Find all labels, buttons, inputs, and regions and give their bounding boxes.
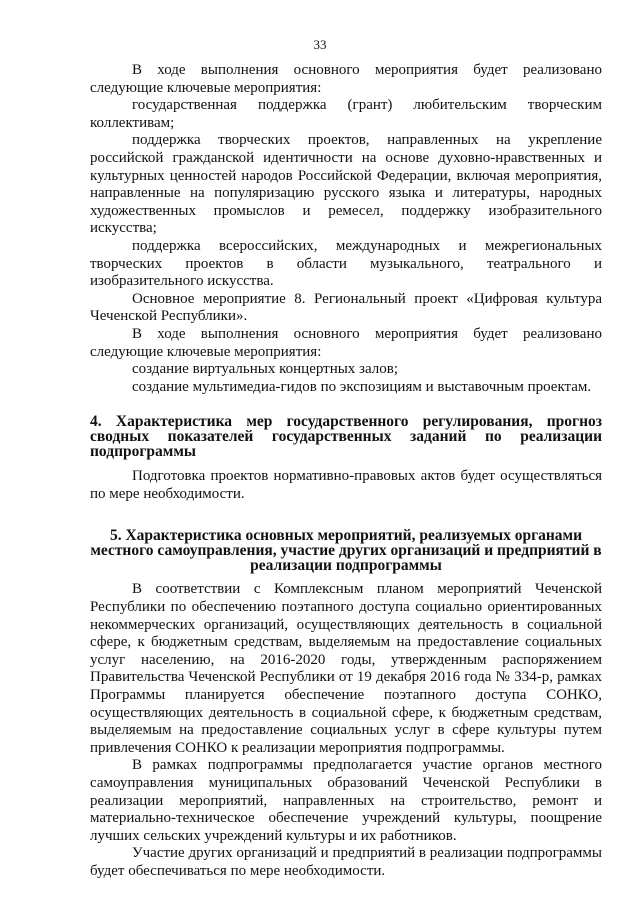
- paragraph: поддержка всероссийских, международных и межрегиональных творческих проектов в области музыкального, театрального и изобразительного искусства.: [90, 237, 602, 290]
- paragraph: В ходе выполнения основного мероприятия будет реализовано следующие ключевые мероприятия:: [90, 325, 602, 360]
- paragraph: создание виртуальных концертных залов;: [132, 361, 399, 378]
- paragraph: Основное мероприятие 8. Региональный проект «Цифровая культура Чеченской Республики».: [90, 290, 602, 325]
- paragraph: В ходе выполнения основного мероприятия будет реализовано следующие ключевые мероприятия:: [90, 62, 602, 96]
- paragraph: Подготовка проектов нормативно-правовых актов будет осуществляться по мере необходимости.: [90, 468, 602, 502]
- paragraph: Участие других организаций и предприятий в реализации подпрограммы будет обеспечиваться по мере необходимости.: [90, 845, 602, 879]
- paragraph: создание мультимедиа-гидов по экспозициям и выставочным проектам.: [132, 378, 592, 395]
- page-body: [90, 62, 602, 881]
- section-4-heading: 4. Характеристика мер государственного регулирования, прогноз сводных показателей государственных заданий по реализации подпрограммы: [90, 413, 602, 461]
- page-number: 33: [313, 37, 327, 52]
- paragraph: В рамках подпрограммы предполагается участие органов местного самоуправления муниципальных образований Чеченской Республики в реализации мероприятий, направленных на строительство, ремонт и материально-техническое обеспечение учреждений культуры, поощрение лучших сельских учреждений культуры и их работников.: [90, 757, 602, 844]
- paragraph: В соответствии с Комплексным планом мероприятий Чеченской Республики по обеспечению поэтапного доступа социально ориентированных некоммерческих организаций, осуществляющих деятельность в социальной сфере, к бюджетным средствам, выделяемым на предоставление социальных услуг населению, на 2016-2020 годы, утвержденным распоряжением Правительства Чеченской Республики от 19 декабря 2016 года № 334-р, рамках Программы планируется обеспечение поэтапного доступа СОНКО, осуществляющих деятельность в социальной сфере, к бюджетным средствам, выделяемым на предоставление социальных услуг в сфере культуры путем привлечения СОНКО к реализации мероприятия подпрограммы.: [90, 581, 602, 756]
- section-5-heading: 5. Характеристика основных мероприятий, реализуемых органами местного самоуправления, участие других организаций и предприятий в реализации подпрограммы: [90, 527, 602, 575]
- paragraph: государственная поддержка (грант) любительским творческим коллективам;: [90, 97, 602, 131]
- paragraph: поддержка творческих проектов, направленных на укрепление российской гражданской идентичности на основе духовно-нравственных и культурных ценностей народов Российской Федерации, включая мероприятия, направленные на популяризацию русского языка и литературы, народных художественных промыслов и ремесел, поддержку изобразительного искусства;: [90, 132, 602, 237]
